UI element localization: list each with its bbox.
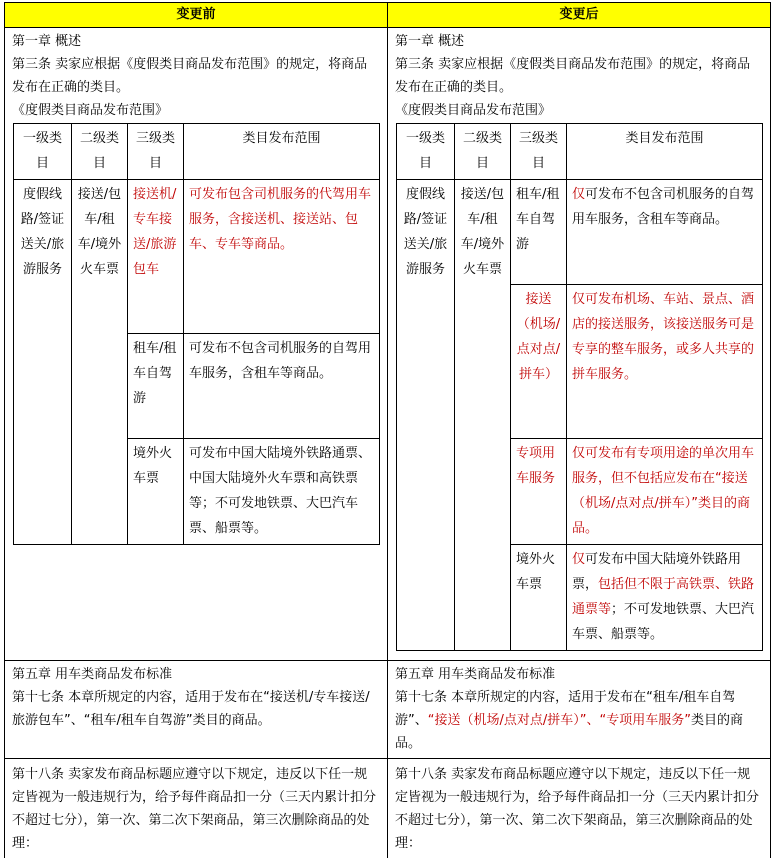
col-header-scope: 类目发布范围 — [184, 124, 380, 180]
chapter-title: 第一章 概述 — [12, 30, 380, 53]
article-18: 第十八条 卖家发布商品标题应遵守以下规定，违反以下任一规定皆视为一般违规行为，给予每件商品扣一分（三天内累计扣分不超过七分），第一次、第二次下架商品，第三次删除商品的处理： — [395, 763, 763, 855]
level1-cell: 度假线路/签证送关/旅游服务 — [14, 180, 72, 545]
level3-cell: 境外火车票 — [128, 439, 184, 545]
after-chapter5-cell — [388, 661, 771, 759]
article-18: 第十八条 卖家发布商品标题应遵守以下规定，违反以下任一规定皆视为一般违规行为，给予每件商品扣一分（三天内累计扣分不超过七分），第一次、第二次下架商品，第三次删除商品的处理： — [12, 763, 380, 855]
before-article18-cell — [5, 759, 388, 858]
level2-cell: 接送/包车/租车/境外火车票 — [455, 180, 511, 651]
table-title: 《度假类目商品发布范围》 — [12, 99, 380, 122]
level3-cell: 租车/租车自驾游 — [128, 334, 184, 439]
after-chapter1-cell — [388, 28, 771, 661]
article-3: 第三条 卖家应根据《度假类目商品发布范围》的规定，将商品发布在正确的类目。 — [12, 53, 380, 99]
chapter5-title: 第五章 用车类商品发布标准 — [12, 663, 380, 686]
scope-cell — [567, 180, 763, 285]
scope-cell: 可发布中国大陆境外铁路通票、中国大陆境外火车票和高铁票等；不可发地铁票、大巴汽车票、船票等。 — [184, 439, 380, 545]
after-header: 变更后 — [388, 3, 771, 28]
scope-text: ；不可发地铁票、大巴汽车票、船票等。 — [572, 602, 754, 642]
col-header-level3: 三级类目 — [128, 124, 184, 180]
article-17 — [395, 686, 763, 755]
scope-emphasis: 包括但不限于高铁票、铁路通票等 — [572, 577, 754, 617]
article-17: 第十七条 本章所规定的内容，适用于发布在“接送机/专车接送/旅游包车”、“租车/租车自驾游”类目的商品。 — [12, 686, 380, 732]
category-table-after — [396, 123, 763, 651]
before-chapter1-cell — [5, 28, 388, 661]
chapter5-title: 第五章 用车类商品发布标准 — [395, 663, 763, 686]
level3-cell: 租车/租车自驾游 — [511, 180, 567, 285]
scope-cell — [567, 545, 763, 651]
comparison-table — [4, 2, 771, 858]
scope-emphasis: 仅 — [572, 187, 585, 202]
col-header-level1: 一级类目 — [14, 124, 72, 180]
scope-text: 可发布不包含司机服务的自驾用车服务，含租车等商品。 — [572, 187, 754, 227]
level3-cell: 专项用车服务 — [511, 439, 567, 545]
scope-cell: 可发布包含司机服务的代驾用车服务，含接送机、接送站、包车、专车等商品。 — [184, 180, 380, 334]
col-header-level1: 一级类目 — [397, 124, 455, 180]
level3-cell: 接送（机场/点对点/拼车） — [511, 285, 567, 439]
scope-text: 可发布中国大陆境外铁路用票， — [572, 552, 741, 592]
article-17-text: 类目的商品。 — [395, 713, 743, 751]
before-chapter5-cell — [5, 661, 388, 759]
scope-cell: 仅可发布机场、车站、景点、酒店的接送服务，该接送服务可是专享的整车服务，或多人共享的拼车服务。 — [567, 285, 763, 439]
col-header-scope: 类目发布范围 — [567, 124, 763, 180]
article-17-emphasis: “接送（机场/点对点/拼车）”、“专项用车服务” — [428, 713, 691, 728]
scope-cell: 仅可发布有专项用途的单次用车服务，但不包括应发布在“接送（机场/点对点/拼车）”类目的商品。 — [567, 439, 763, 545]
level1-cell: 度假线路/签证送关/旅游服务 — [397, 180, 455, 651]
col-header-level2: 二级类目 — [72, 124, 128, 180]
scope-cell: 可发布不包含司机服务的自驾用车服务，含租车等商品。 — [184, 334, 380, 439]
col-header-level2: 二级类目 — [455, 124, 511, 180]
scope-emphasis: 仅 — [572, 552, 585, 567]
chapter-title: 第一章 概述 — [395, 30, 763, 53]
before-header: 变更前 — [5, 3, 388, 28]
category-table-before — [13, 123, 380, 545]
article-3: 第三条 卖家应根据《度假类目商品发布范围》的规定，将商品发布在正确的类目。 — [395, 53, 763, 99]
table-title: 《度假类目商品发布范围》 — [395, 99, 763, 122]
article-17-text: 第十七条 本章所规定的内容，适用于发布在“租车/租车自驾游”、 — [395, 690, 735, 728]
after-article18-cell — [388, 759, 771, 858]
col-header-level3: 三级类目 — [511, 124, 567, 180]
level2-cell: 接送/包车/租车/境外火车票 — [72, 180, 128, 545]
level3-cell: 境外火车票 — [511, 545, 567, 651]
level3-cell: 接送机/专车接送/旅游包车 — [128, 180, 184, 334]
